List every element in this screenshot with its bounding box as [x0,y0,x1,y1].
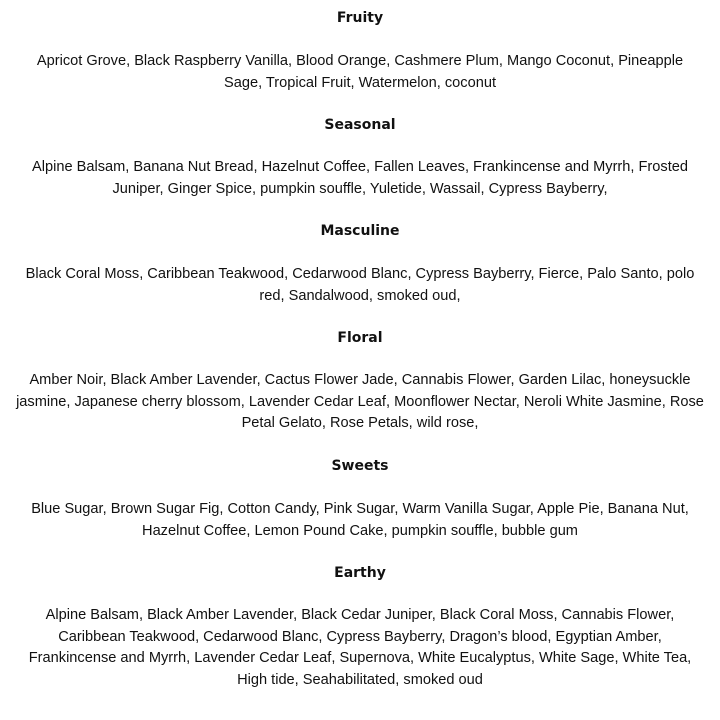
section-heading-seasonal: Seasonal [324,117,396,133]
section-list-floral: Amber Noir, Black Amber Lavender, Cactus Flower Jade, Cannabis Flower, Garden Lilac, honeysuckle jasmine, Japanese cherry blossom, Lavender Cedar Leaf, Moonflower Nectar, Neroli White Jasmine, Rose Petal Gelato, Rose Petals, wild rose, [16,372,704,431]
section-heading-masculine: Masculine [320,223,400,239]
section-list-sweets: Blue Sugar, Brown Sugar Fig, Cotton Candy, Pink Sugar, Warm Vanilla Sugar, Apple Pie, Banana Nut, Hazelnut Coffee, Lemon Pound Cake, pumpkin souffle, bubble gum [31,501,689,539]
section-list-fruity: Apricot Grove, Black Raspberry Vanilla, Blood Orange, Cashmere Plum, Mango Coconut, Pineapple Sage, Tropical Fruit, Watermelon, coconut [36,53,684,91]
section-heading-sweets: Sweets [331,458,389,474]
section-list-seasonal: Alpine Balsam, Banana Nut Bread, Hazelnut Coffee, Fallen Leaves, Frankincense and Myrrh, Frosted Juniper, Ginger Spice, pumpkin souffle, Yuletide, Wassail, Cypress Bayberry, [32,159,688,197]
section-heading-fruity: Fruity [336,10,384,26]
section-list-masculine: Black Coral Moss, Caribbean Teakwood, Cedarwood Blanc, Cypress Bayberry, Fierce, Palo Santo, polo red, Sandalwood, smoked oud, [25,266,695,304]
section-heading-floral: Floral [337,330,383,346]
section-heading-earthy: Earthy [334,565,386,581]
section-list-earthy: Alpine Balsam, Black Amber Lavender, Black Cedar Juniper, Black Coral Moss, Cannabis Flower, Caribbean Teakwood, Cedarwood Blanc, Cypress Bayberry, Dragon’s blood, Egyptian Amber, Frankincense and Myrrh, Lavender Cedar Leaf, Supernova, White Eucalyptus, White Sage, White Tea, High tide, Seahabilitated, smoked oud [28,607,692,688]
